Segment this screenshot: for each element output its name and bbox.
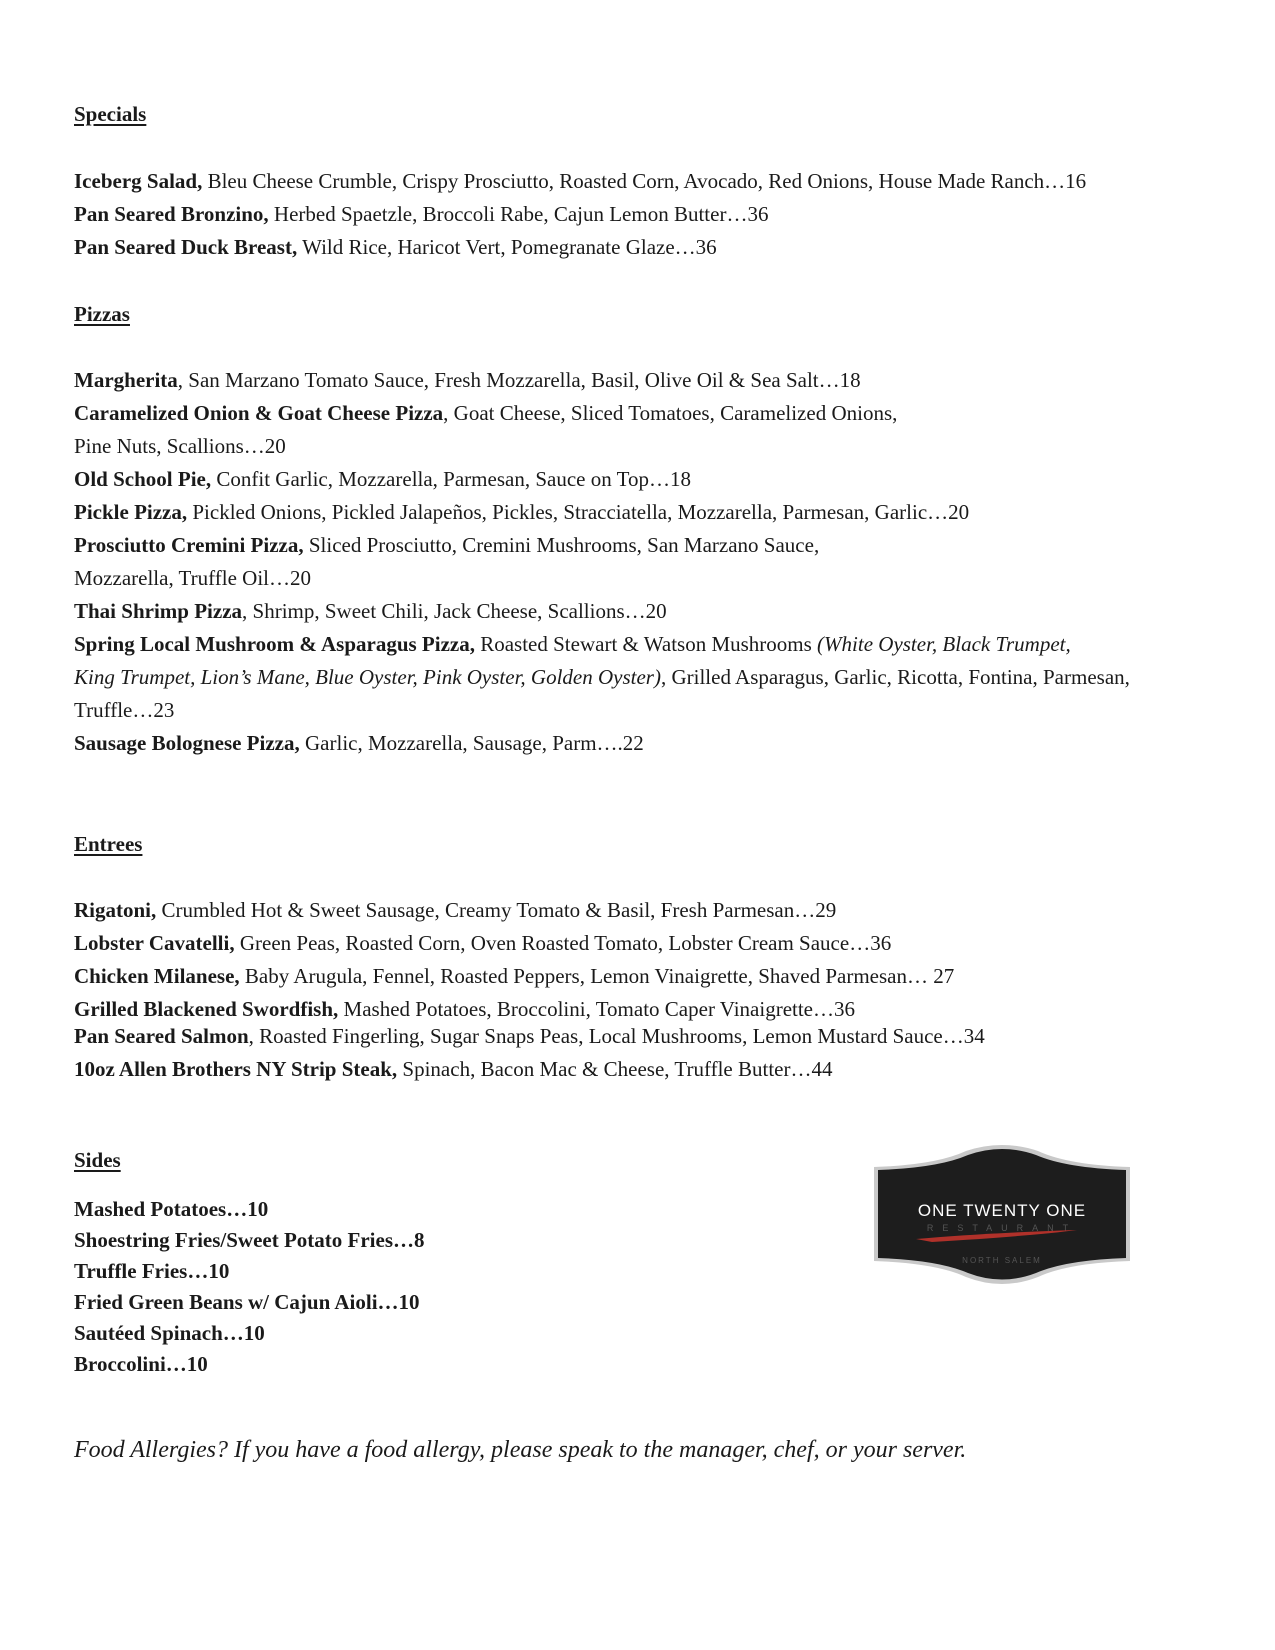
item-description: Pickled Onions, Pickled Jalapeños, Pickles, Stracciatella, Mozzarella, Parmesan, Garlic…20 <box>187 500 970 524</box>
item-description: , Grilled Asparagus, Garlic, Ricotta, Fontina, Parmesan, <box>660 665 1130 689</box>
pizzas-heading: Pizzas <box>74 302 130 326</box>
item-name: Thai Shrimp Pizza <box>74 599 243 623</box>
item-description: , San Marzano Tomato Sauce, Fresh Mozzarella, Basil, Olive Oil & Sea Salt…18 <box>177 368 861 392</box>
item-name: Spring Local Mushroom & Asparagus Pizza, <box>74 632 475 656</box>
logo-location: NORTH SALEM <box>962 1256 1042 1265</box>
side-item: Sautéed Spinach…10 <box>74 1321 265 1345</box>
menu-item-continued: Pine Nuts, Scallions…20 <box>74 434 286 458</box>
item-description: Confit Garlic, Mozzarella, Parmesan, Sauce on Top…18 <box>211 467 691 491</box>
entrees-heading: Entrees <box>74 832 143 856</box>
menu-item-continued <box>74 667 1130 688</box>
logo-subtitle: RESTAURANT <box>926 1223 1078 1233</box>
restaurant-logo <box>872 1143 1132 1293</box>
item-description: Roasted Stewart & Watson Mushrooms <box>474 632 818 656</box>
item-name: Grilled Blackened Swordfish, <box>74 997 339 1021</box>
item-description: Spinach, Bacon Mac & Cheese, Truffle Butter…44 <box>397 1057 833 1081</box>
item-name: Pan Seared Duck Breast, <box>74 235 298 259</box>
item-name: Iceberg Salad, <box>74 169 203 193</box>
side-item: Shoestring Fries/Sweet Potato Fries…8 <box>74 1228 425 1252</box>
item-name: Sausage Bolognese Pizza, <box>74 731 300 755</box>
menu-item <box>74 999 855 1020</box>
item-description: Garlic, Mozzarella, Sausage, Parm….22 <box>299 731 644 755</box>
item-name: Caramelized Onion & Goat Cheese Pizza <box>74 401 444 425</box>
item-description: Sliced Prosciutto, Cremini Mushrooms, San Marzano Sauce, <box>303 533 820 557</box>
item-description: Baby Arugula, Fennel, Roasted Peppers, Lemon Vinaigrette, Shaved Parmesan… 27 <box>239 964 955 988</box>
item-name: Margherita <box>74 368 178 392</box>
item-description: Green Peas, Roasted Corn, Oven Roasted Tomato, Lobster Cream Sauce…36 <box>234 931 892 955</box>
menu-item <box>74 1026 985 1047</box>
menu-item <box>74 601 667 622</box>
item-name: Old School Pie, <box>74 467 212 491</box>
item-description: Bleu Cheese Crumble, Crispy Prosciutto, Roasted Corn, Avocado, Red Onions, House Made Ranch…16 <box>202 169 1087 193</box>
item-note: King Trumpet, Lion’s Mane, Blue Oyster, Pink Oyster, Golden Oyster) <box>74 665 661 689</box>
menu-item <box>74 1059 832 1080</box>
menu-item <box>74 469 691 490</box>
sides-heading: Sides <box>74 1148 121 1172</box>
menu-item-continued: Mozzarella, Truffle Oil…20 <box>74 566 311 590</box>
item-name: Pan Seared Salmon <box>74 1024 249 1048</box>
item-name: Prosciutto Cremini Pizza, <box>74 533 304 557</box>
logo-title: ONE TWENTY ONE <box>917 1201 1087 1220</box>
menu-item-continued: Truffle…23 <box>74 698 175 722</box>
menu-item <box>74 237 717 258</box>
specials-heading: Specials <box>74 102 147 126</box>
side-item: Fried Green Beans w/ Cajun Aioli…10 <box>74 1290 420 1314</box>
menu-item <box>74 634 1071 655</box>
allergy-note: Food Allergies? If you have a food allergy, please speak to the manager, chef, or your server. <box>74 1437 967 1463</box>
item-note: (White Oyster, Black Trumpet, <box>817 632 1071 656</box>
item-description: , Roasted Fingerling, Sugar Snaps Peas, Local Mushrooms, Lemon Mustard Sauce…34 <box>248 1024 985 1048</box>
menu-item <box>74 502 969 523</box>
side-item: Mashed Potatoes…10 <box>74 1197 269 1221</box>
menu-item <box>74 900 836 921</box>
menu-item <box>74 171 1086 192</box>
item-description: , Shrimp, Sweet Chili, Jack Cheese, Scallions…20 <box>242 599 667 623</box>
item-name: Pan Seared Bronzino, <box>74 202 269 226</box>
item-name: 10oz Allen Brothers NY Strip Steak, <box>74 1057 398 1081</box>
item-description: Mashed Potatoes, Broccolini, Tomato Caper Vinaigrette…36 <box>338 997 856 1021</box>
item-name: Rigatoni, <box>74 898 157 922</box>
menu-item <box>74 933 891 954</box>
menu-item <box>74 535 819 556</box>
menu-item <box>74 370 861 391</box>
menu-item <box>74 733 644 754</box>
item-name: Lobster Cavatelli, <box>74 931 235 955</box>
menu-item <box>74 204 768 225</box>
side-item: Truffle Fries…10 <box>74 1259 230 1283</box>
item-description: Crumbled Hot & Sweet Sausage, Creamy Tomato & Basil, Fresh Parmesan…29 <box>156 898 837 922</box>
menu-item <box>74 966 954 987</box>
item-description: Herbed Spaetzle, Broccoli Rabe, Cajun Lemon Butter…36 <box>268 202 769 226</box>
item-description: Wild Rice, Haricot Vert, Pomegranate Glaze…36 <box>297 235 717 259</box>
item-name: Chicken Milanese, <box>74 964 240 988</box>
item-description: , Goat Cheese, Sliced Tomatoes, Caramelized Onions, <box>443 401 898 425</box>
item-name: Pickle Pizza, <box>74 500 188 524</box>
side-item: Broccolini…10 <box>74 1352 208 1376</box>
menu-item <box>74 403 897 424</box>
